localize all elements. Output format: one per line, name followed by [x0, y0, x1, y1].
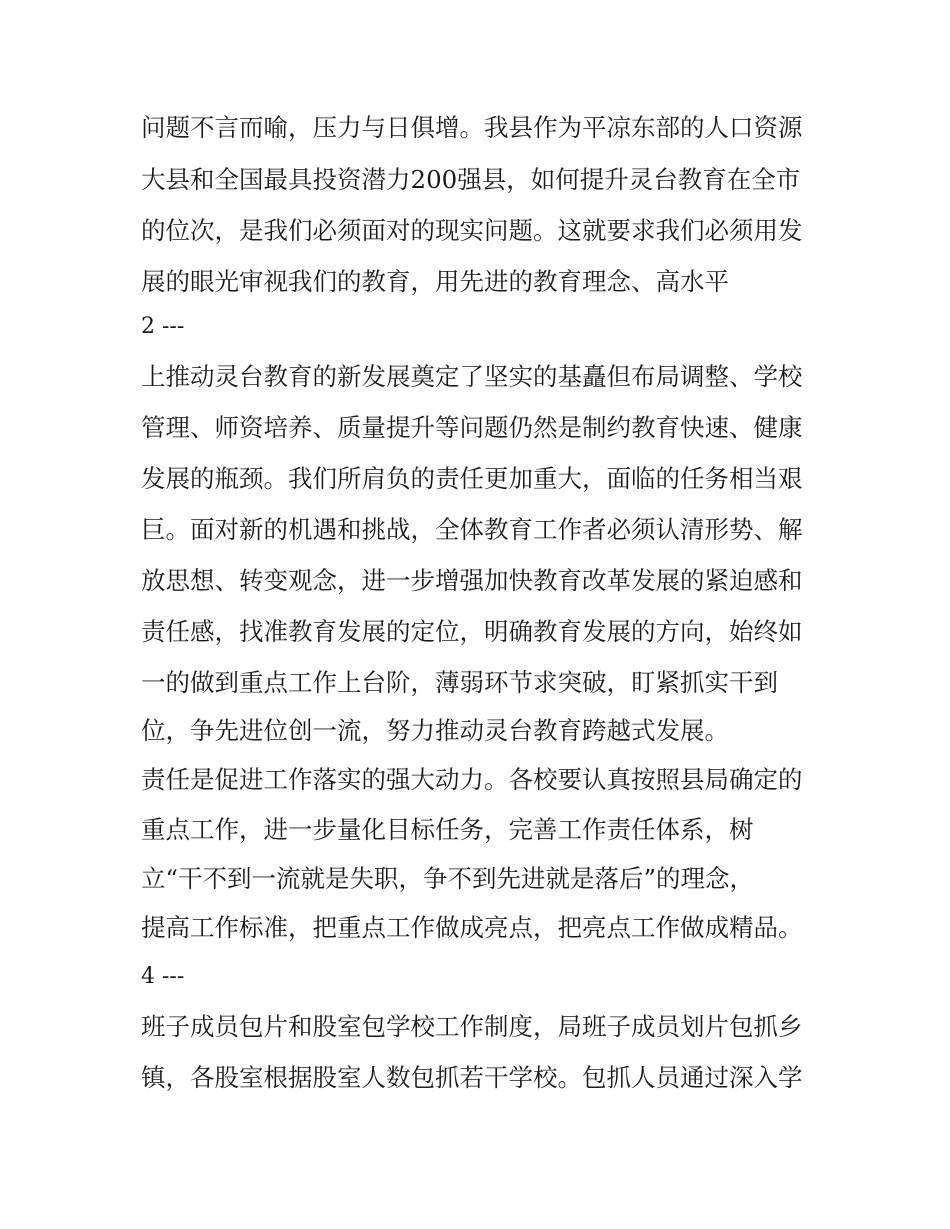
text-line: 上推动灵台教育的新发展奠定了坚实的基矗但布局调整、学校	[141, 362, 803, 391]
text-line: 重点工作，进一步量化目标任务，完善工作责任体系，树	[141, 815, 754, 844]
text-line: 放思想、转变观念，进一步增强加快教育改革发展的紧迫感和	[141, 566, 803, 595]
page-marker: 2 ---	[141, 314, 185, 339]
text-line: 责任感，找准教育发展的定位，明确教育发展的方向，始终如	[141, 617, 803, 646]
text-line: 大县和全国最具投资潜力200强县，如何提升灵台教育在全市	[141, 165, 801, 194]
text-line: 提高工作标准，把重点工作做成亮点，把亮点工作做成精品。	[141, 913, 803, 942]
text-line: 立“干不到一流就是失职，争不到先进就是落后”的理念，	[141, 864, 755, 893]
text-line: 巨。面对新的机遇和挑战，全体教育工作者必须认清形势、解	[141, 515, 803, 544]
text-line: 班子成员包片和股室包学校工作制度，局班子成员划片包抓乡	[141, 1012, 803, 1041]
text-line: 展的眼光审视我们的教育，用先进的教育理念、高水平	[141, 267, 729, 296]
text-line: 责任是促进工作落实的强大动力。各校要认真按照县局确定的	[141, 765, 803, 794]
text-line: 一的做到重点工作上台阶，薄弱环节求突破，盯紧抓实干到	[141, 668, 778, 697]
text-line: 的位次，是我们必须面对的现实问题。这就要求我们必须用发	[141, 216, 803, 245]
text-line: 位，争先进位创一流，努力推动灵台教育跨越式发展。	[141, 716, 729, 745]
text-line: 管理、师资培养、质量提升等问题仍然是制约教育快速、健康	[141, 413, 803, 442]
text-line: 镇，各股室根据股室人数包抓若干学校。包抓人员通过深入学	[141, 1063, 803, 1092]
page-marker: 4 ---	[141, 964, 185, 989]
text-line: 问题不言而喻，压力与日俱增。我县作为平凉东部的人口资源	[141, 113, 803, 142]
text-line: 发展的瓶颈。我们所肩负的责任更加重大，面临的任务相当艰	[141, 464, 803, 493]
